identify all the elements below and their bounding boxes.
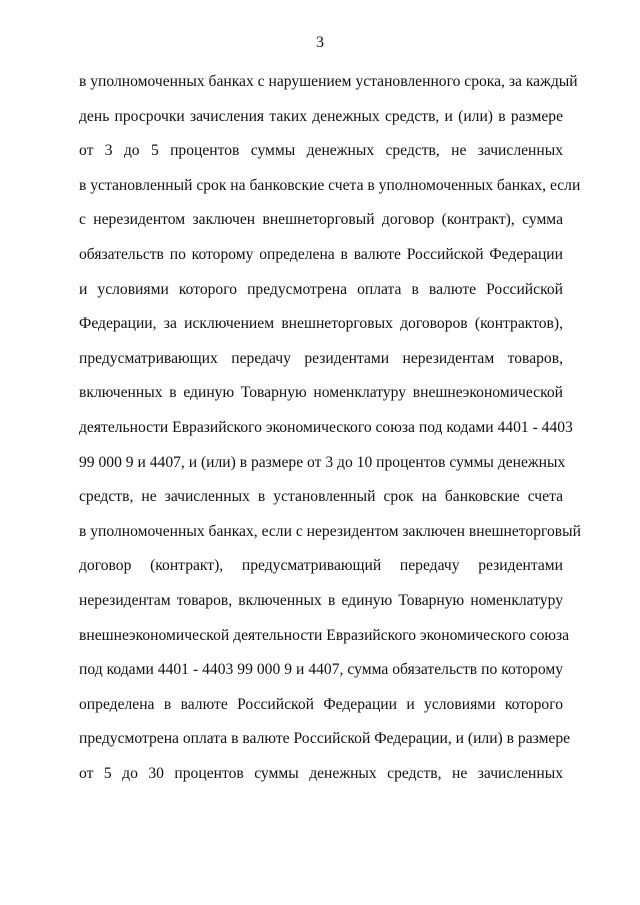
text-line: средств, не зачисленных в установленный срок на банковские счета (79, 488, 563, 506)
text-line: с нерезидентом заключен внешнеторговый договор (контракт), сумма (79, 211, 563, 229)
text-line: предусматривающих передачу резидентами нерезидентам товаров, (79, 349, 563, 367)
text-line: внешнеэкономической деятельности Евразийского экономического союза (79, 626, 570, 644)
body-text (79, 72, 581, 798)
text-line: день просрочки зачисления таких денежных средств, и (или) в размере (79, 107, 563, 125)
text-line: под кодами 4401 - 4403 99 000 9 и 4407, сумма обязательств по которому (79, 661, 563, 679)
text-line: в уполномоченных банках, если с нерезидентом заключен внешнеторговый (79, 522, 581, 540)
text-line: 99 000 9 и 4407, и (или) в размере от 3 до 10 процентов суммы денежных (79, 453, 566, 471)
text-line: включенных в единую Товарную номенклатуру внешнеэкономической (79, 384, 563, 402)
text-line: определена в валюте Российской Федерации и условиями которого (79, 695, 563, 713)
text-line: от 5 до 30 процентов суммы денежных средств, не зачисленных (79, 764, 563, 782)
text-line: договор (контракт), предусматривающий передачу резидентами (79, 557, 563, 575)
page-number: 3 (316, 34, 324, 51)
text-line: предусмотрена оплата в валюте Российской Федерации, и (или) в размере (79, 730, 571, 748)
text-line: в уполномоченных банках с нарушением установленного срока, за каждый (79, 73, 578, 90)
text-line: обязательств по которому определена в валюте Российской Федерации (79, 245, 563, 263)
text-line: нерезидентам товаров, включенных в единую Товарную номенклатуру (79, 591, 563, 609)
text-line: от 3 до 5 процентов суммы денежных средств, не зачисленных (79, 142, 563, 160)
text-line: в установленный срок на банковские счета в уполномоченных банках, если (79, 176, 581, 194)
text-line: и условиями которого предусмотрена оплата в валюте Российской (79, 280, 563, 298)
text-line: деятельности Евразийского экономического союза под кодами 4401 - 4403 (79, 418, 573, 436)
text-line: Федерации, за исключением внешнеторговых договоров (контрактов), (79, 315, 563, 333)
